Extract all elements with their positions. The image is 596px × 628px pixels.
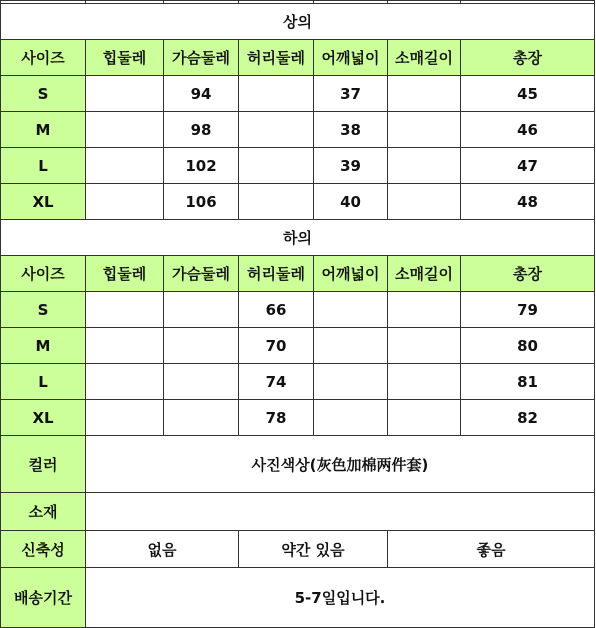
size-label: S bbox=[1, 292, 86, 328]
color-label: 컬러 bbox=[1, 436, 86, 493]
table-row bbox=[1, 148, 595, 184]
cell bbox=[239, 148, 314, 184]
table-row bbox=[1, 364, 595, 400]
cell bbox=[86, 292, 164, 328]
top-section-title-row bbox=[1, 4, 595, 40]
cell: 37 bbox=[314, 76, 388, 112]
cell bbox=[388, 328, 461, 364]
cell bbox=[239, 112, 314, 148]
header-sleeve: 소매길이 bbox=[388, 256, 461, 292]
header-shoulder: 어깨넓이 bbox=[314, 40, 388, 76]
cell: 38 bbox=[314, 112, 388, 148]
size-label: L bbox=[1, 364, 86, 400]
cell bbox=[164, 292, 239, 328]
cell: 39 bbox=[314, 148, 388, 184]
header-shoulder: 어깨넓이 bbox=[314, 256, 388, 292]
cell: 80 bbox=[461, 328, 595, 364]
cell bbox=[388, 184, 461, 220]
color-row bbox=[1, 436, 595, 493]
cell: 98 bbox=[164, 112, 239, 148]
cell bbox=[164, 364, 239, 400]
table-row bbox=[1, 400, 595, 436]
header-sleeve: 소매길이 bbox=[388, 40, 461, 76]
size-label: M bbox=[1, 328, 86, 364]
cell: 102 bbox=[164, 148, 239, 184]
bottom-section-title: 하의 bbox=[1, 220, 595, 256]
cell bbox=[388, 400, 461, 436]
cell bbox=[314, 364, 388, 400]
shipping-row bbox=[1, 568, 595, 628]
cell bbox=[388, 292, 461, 328]
stretch-label: 신축성 bbox=[1, 531, 86, 568]
cell: 79 bbox=[461, 292, 595, 328]
header-chest: 가슴둘레 bbox=[164, 40, 239, 76]
size-label: L bbox=[1, 148, 86, 184]
header-hip: 힙둘레 bbox=[86, 256, 164, 292]
size-label: XL bbox=[1, 184, 86, 220]
cell bbox=[164, 400, 239, 436]
cell bbox=[239, 76, 314, 112]
table-row bbox=[1, 112, 595, 148]
bottom-header-row bbox=[1, 256, 595, 292]
cell: 78 bbox=[239, 400, 314, 436]
stretch-option-none: 없음 bbox=[86, 531, 239, 568]
header-waist: 허리둘레 bbox=[239, 40, 314, 76]
cell: 46 bbox=[461, 112, 595, 148]
color-value: 사진색상(灰色加棉两件套) bbox=[86, 436, 595, 493]
cell bbox=[388, 76, 461, 112]
cell: 82 bbox=[461, 400, 595, 436]
cell: 66 bbox=[239, 292, 314, 328]
cell bbox=[314, 400, 388, 436]
cell: 48 bbox=[461, 184, 595, 220]
stretch-row bbox=[1, 531, 595, 568]
stretch-option-good: 좋음 bbox=[388, 531, 595, 568]
table-row bbox=[1, 328, 595, 364]
header-length: 총장 bbox=[461, 40, 595, 76]
cell bbox=[314, 292, 388, 328]
cell: 81 bbox=[461, 364, 595, 400]
cell bbox=[388, 112, 461, 148]
cell bbox=[86, 364, 164, 400]
cell: 74 bbox=[239, 364, 314, 400]
cell bbox=[86, 328, 164, 364]
cell: 45 bbox=[461, 76, 595, 112]
cell bbox=[388, 364, 461, 400]
cell: 70 bbox=[239, 328, 314, 364]
cell bbox=[164, 328, 239, 364]
cell: 47 bbox=[461, 148, 595, 184]
material-label: 소재 bbox=[1, 493, 86, 531]
cell bbox=[388, 148, 461, 184]
stretch-option-some: 약간 있음 bbox=[239, 531, 388, 568]
cell bbox=[86, 400, 164, 436]
table-row bbox=[1, 76, 595, 112]
shipping-label: 배송기간 bbox=[1, 568, 86, 628]
cell: 106 bbox=[164, 184, 239, 220]
header-hip: 힙둘레 bbox=[86, 40, 164, 76]
top-section-title: 상의 bbox=[1, 4, 595, 40]
size-label: S bbox=[1, 76, 86, 112]
table-row bbox=[1, 184, 595, 220]
header-waist: 허리둘레 bbox=[239, 256, 314, 292]
header-length: 총장 bbox=[461, 256, 595, 292]
table-row bbox=[1, 292, 595, 328]
cell bbox=[314, 328, 388, 364]
shipping-value: 5-7일입니다. bbox=[86, 568, 595, 628]
cell bbox=[239, 184, 314, 220]
cell: 40 bbox=[314, 184, 388, 220]
header-size: 사이즈 bbox=[1, 256, 86, 292]
header-chest: 가슴둘레 bbox=[164, 256, 239, 292]
size-label: XL bbox=[1, 400, 86, 436]
header-size: 사이즈 bbox=[1, 40, 86, 76]
top-header-row bbox=[1, 40, 595, 76]
bottom-section-title-row bbox=[1, 220, 595, 256]
cell bbox=[86, 184, 164, 220]
size-label: M bbox=[1, 112, 86, 148]
cell bbox=[86, 76, 164, 112]
cell: 94 bbox=[164, 76, 239, 112]
material-row bbox=[1, 493, 595, 531]
material-value bbox=[86, 493, 595, 531]
cell bbox=[86, 148, 164, 184]
cell bbox=[86, 112, 164, 148]
